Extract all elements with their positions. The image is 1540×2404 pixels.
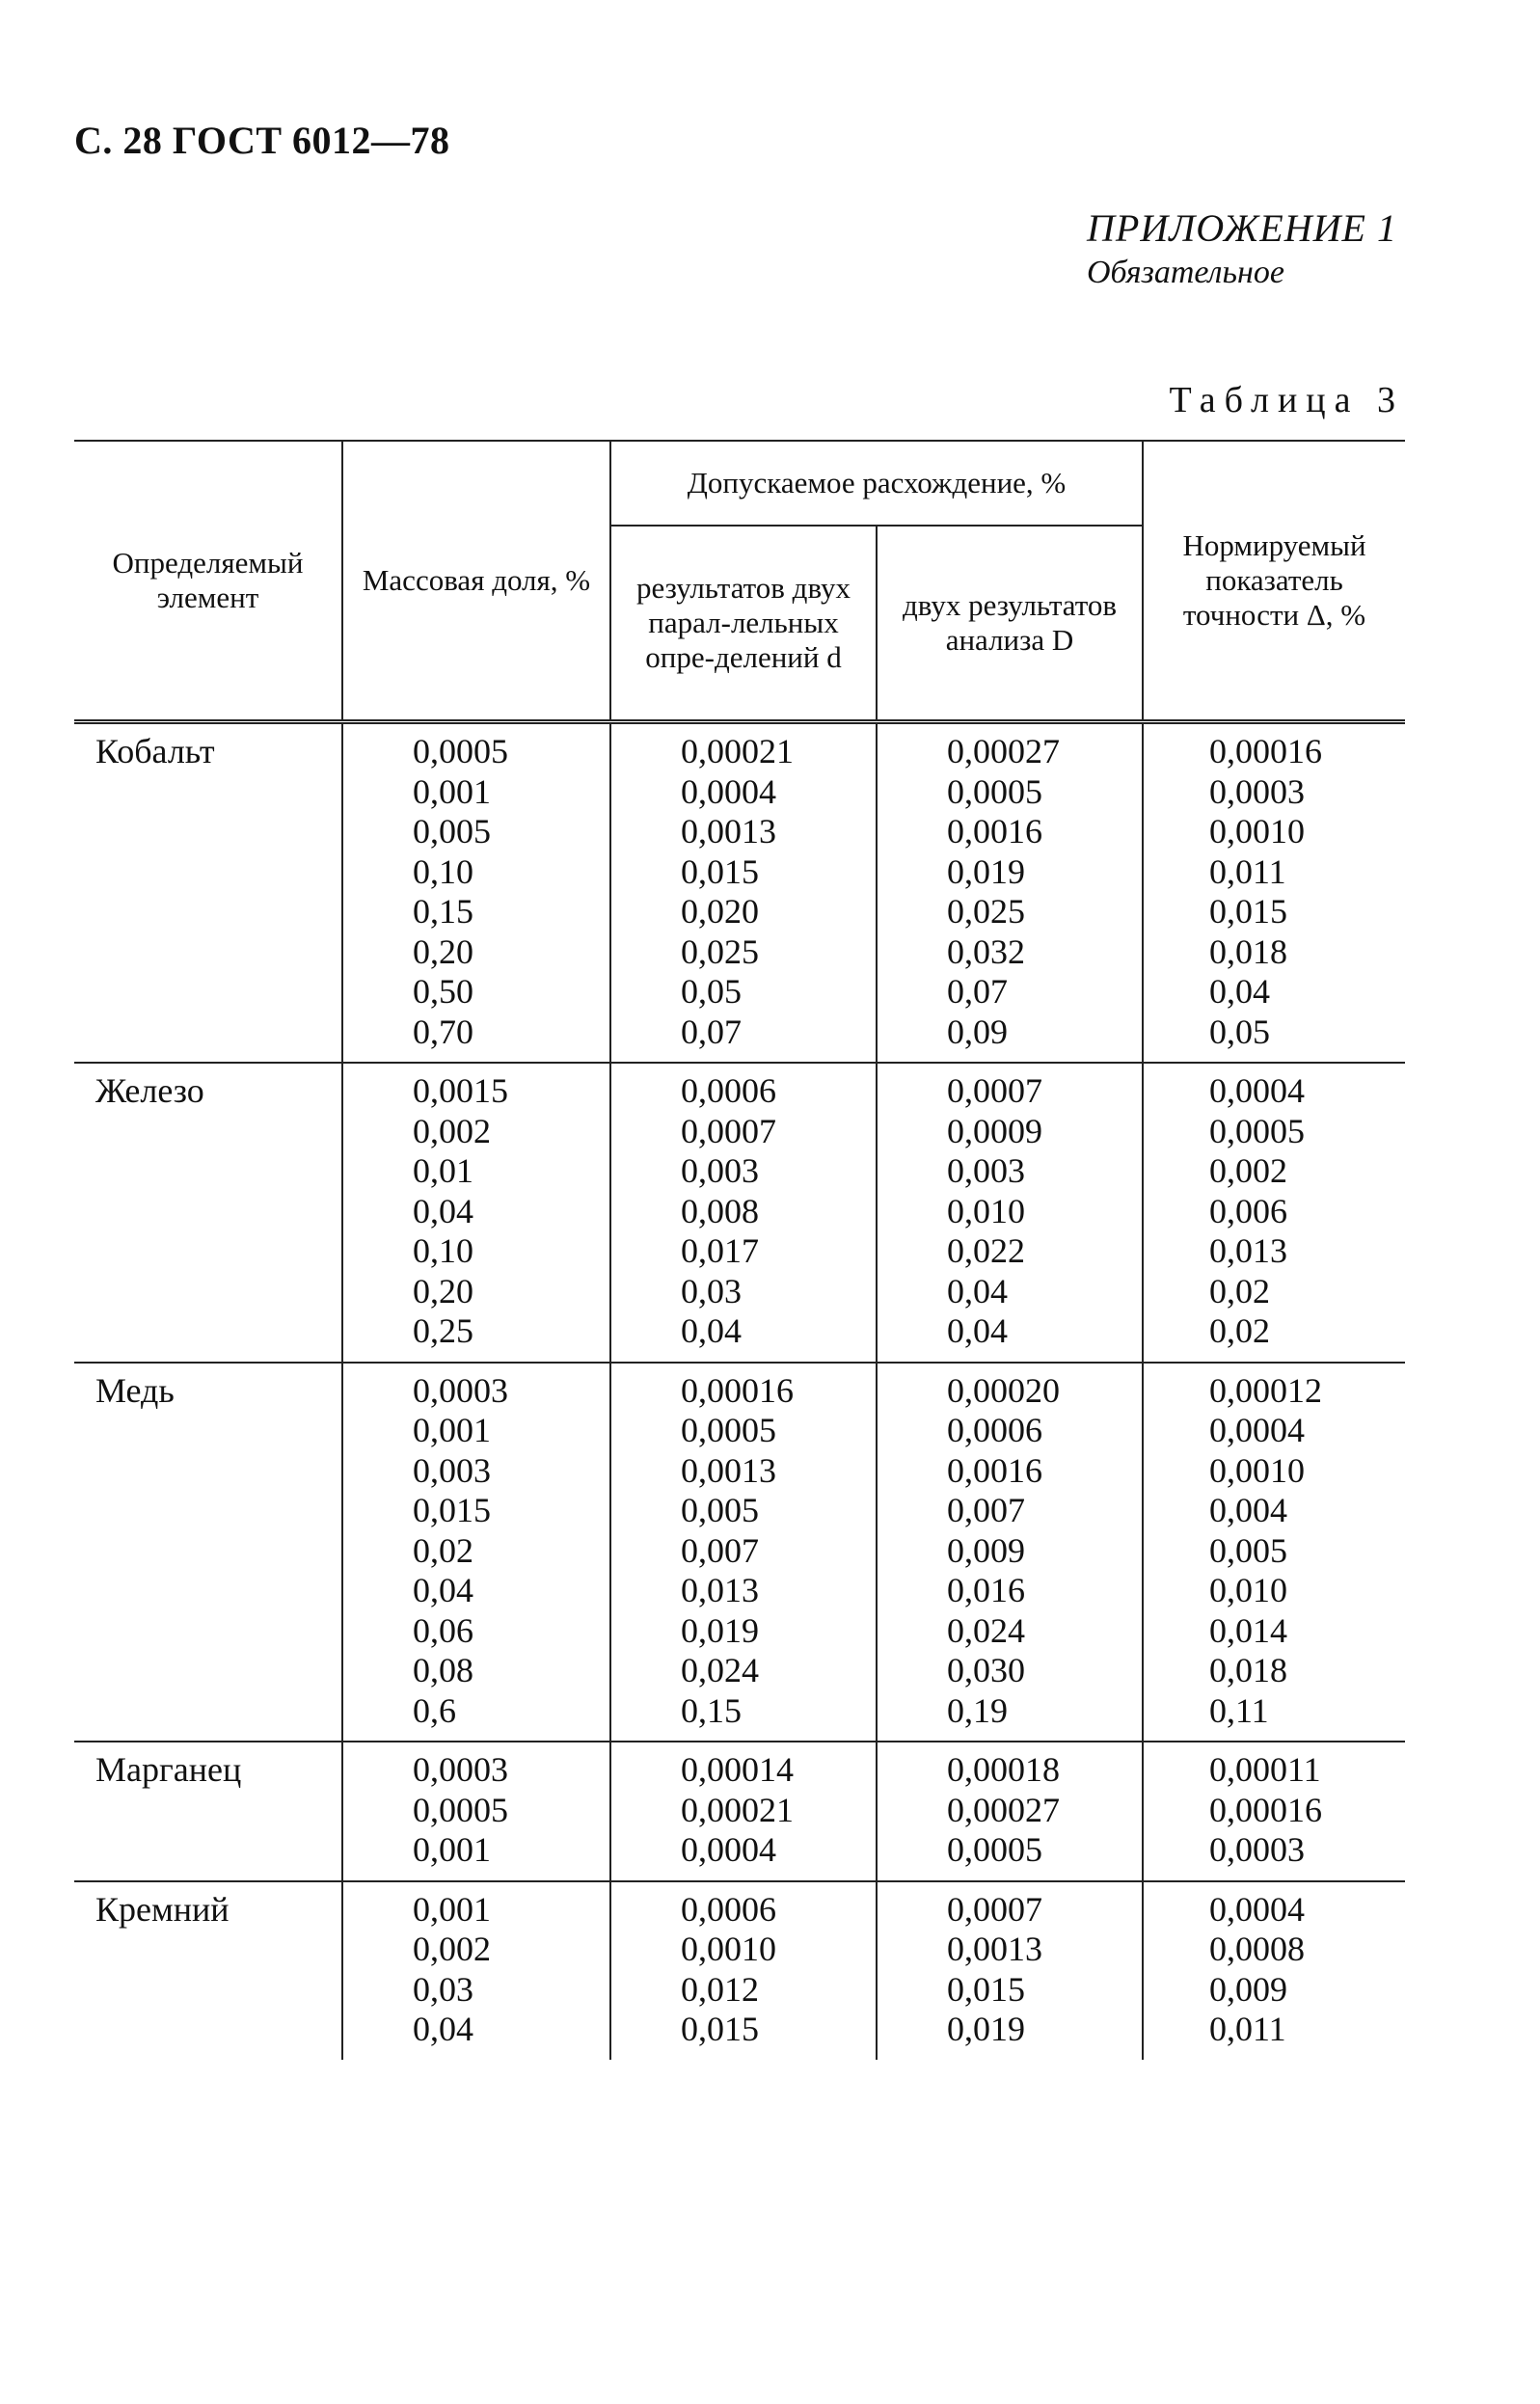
value: 0,025 (947, 892, 1025, 931)
value: 0,005 (681, 1491, 759, 1529)
value: 0,02 (1209, 1271, 1271, 1310)
value: 0,001 (413, 1411, 491, 1449)
value: 0,003 (681, 1151, 759, 1190)
value: 0,010 (1209, 1571, 1288, 1609)
element-name: Марганец (95, 1750, 242, 1789)
value: 0,08 (413, 1651, 473, 1689)
value: 0,09 (947, 1012, 1008, 1051)
two-results-cell (877, 1742, 1143, 1881)
value: 0,15 (413, 892, 473, 931)
value: 0,04 (413, 2010, 473, 2048)
value: 0,0005 (681, 1411, 776, 1449)
value: 0,003 (413, 1450, 491, 1490)
element-name: Железо (95, 1071, 204, 1110)
value: 0,015 (1209, 892, 1288, 931)
value: 0,0003 (1209, 1830, 1306, 1869)
value: 0,04 (413, 1571, 473, 1609)
value: 0,015 (947, 1969, 1025, 2009)
value: 0,011 (1209, 2010, 1286, 2048)
value: 0,007 (947, 1491, 1025, 1529)
value: 0,0010 (681, 1930, 776, 1968)
value: 0,0004 (1209, 1411, 1306, 1449)
value: 0,0016 (947, 812, 1042, 851)
value: 0,024 (681, 1651, 759, 1689)
header-parallel-determinations: результатов двух парал-лельных опре-делений d (610, 526, 877, 722)
value: 0,025 (681, 932, 759, 971)
element-name: Кремний (95, 1889, 230, 1929)
value: 0,03 (413, 1969, 473, 2009)
value: 0,002 (1209, 1151, 1288, 1190)
value: 0,06 (413, 1610, 473, 1650)
value: 0,0008 (1209, 1930, 1306, 1968)
value: 0,00021 (681, 732, 794, 770)
value: 0,0016 (947, 1450, 1042, 1490)
two-results-cell (877, 1881, 1143, 2060)
value: 0,07 (681, 1012, 742, 1051)
value: 0,00011 (1209, 1750, 1321, 1789)
value: 0,0004 (1209, 1071, 1306, 1110)
value: 0,009 (947, 1530, 1025, 1570)
value: 0,009 (1209, 1969, 1288, 2009)
value: 0,019 (681, 1610, 759, 1650)
value: 0,005 (413, 812, 491, 851)
value: 0,001 (413, 771, 491, 811)
table-row-group (74, 1063, 1405, 1363)
parallel-cell (610, 1063, 877, 1363)
value: 0,0013 (681, 812, 776, 851)
value: 0,0005 (947, 1830, 1042, 1869)
value: 0,0009 (947, 1111, 1042, 1150)
table-caption: Таблица 3 (1169, 380, 1404, 420)
appendix-block (1087, 205, 1415, 291)
element-cell (74, 1742, 342, 1881)
value: 0,0015 (413, 1071, 508, 1110)
mass-fraction-cell (342, 1063, 610, 1363)
value: 0,10 (413, 1231, 473, 1270)
mass-fraction-cell (342, 1363, 610, 1742)
value: 0,6 (413, 1690, 456, 1730)
value: 0,016 (947, 1571, 1025, 1609)
value: 0,0003 (413, 1370, 508, 1410)
table-body (74, 722, 1405, 2060)
header-mass-fraction: Массовая доля, % (342, 441, 610, 722)
value: 0,15 (681, 1690, 742, 1730)
value: 0,0004 (681, 1830, 776, 1869)
value: 0,0006 (681, 1071, 776, 1110)
value: 0,030 (947, 1651, 1025, 1689)
two-results-cell (877, 1063, 1143, 1363)
value: 0,04 (947, 1271, 1008, 1310)
parallel-cell (610, 1363, 877, 1742)
value: 0,0007 (947, 1889, 1042, 1929)
mass-fraction-cell (342, 1742, 610, 1881)
value: 0,0010 (1209, 1450, 1306, 1490)
value: 0,04 (413, 1191, 473, 1230)
value: 0,022 (947, 1231, 1025, 1270)
value: 0,013 (681, 1571, 759, 1609)
value: 0,00021 (681, 1790, 794, 1829)
value: 0,02 (413, 1530, 473, 1570)
table-row-group (74, 1363, 1405, 1742)
appendix-subtitle: Обязательное (1087, 255, 1284, 290)
value: 0,0003 (1209, 771, 1306, 811)
table-row-group (74, 1742, 1405, 1881)
header-allowed-discrepancy: Допускаемое расхождение, % (610, 441, 1143, 526)
value: 0,012 (681, 1969, 759, 2009)
value: 0,20 (413, 1271, 473, 1310)
value: 0,0003 (413, 1750, 508, 1789)
accuracy-cell (1143, 1363, 1405, 1742)
value: 0,00018 (947, 1750, 1060, 1789)
value: 0,017 (681, 1231, 759, 1270)
value: 0,020 (681, 892, 759, 931)
value: 0,010 (947, 1191, 1025, 1230)
value: 0,002 (413, 1930, 491, 1968)
value: 0,014 (1209, 1610, 1288, 1650)
value: 0,003 (947, 1151, 1025, 1190)
accuracy-cell (1143, 1742, 1405, 1881)
parallel-cell (610, 1881, 877, 2060)
value: 0,00027 (947, 1790, 1060, 1829)
value: 0,70 (413, 1012, 473, 1051)
value: 0,011 (1209, 851, 1286, 891)
mass-fraction-cell (342, 1881, 610, 2060)
value: 0,0007 (947, 1071, 1042, 1110)
value: 0,001 (413, 1830, 491, 1869)
value: 0,008 (681, 1191, 759, 1230)
parallel-cell (610, 1742, 877, 1881)
appendix-title: ПРИЛОЖЕНИЕ 1 (1087, 206, 1397, 250)
value: 0,10 (413, 851, 473, 891)
value: 0,00016 (681, 1370, 794, 1410)
value: 0,00020 (947, 1370, 1060, 1410)
value: 0,50 (413, 972, 473, 1011)
table-row-group (74, 722, 1405, 1064)
value: 0,032 (947, 932, 1025, 971)
element-cell (74, 1881, 342, 2060)
element-cell (74, 1063, 342, 1363)
value: 0,0005 (947, 771, 1042, 811)
value: 0,00014 (681, 1750, 794, 1789)
value: 0,018 (1209, 932, 1288, 971)
value: 0,04 (1209, 972, 1271, 1011)
value: 0,01 (413, 1151, 473, 1190)
value: 0,0006 (947, 1411, 1042, 1449)
value: 0,0013 (681, 1450, 776, 1490)
value: 0,007 (681, 1530, 759, 1570)
accuracy-cell (1143, 1063, 1405, 1363)
page-header: С. 28 ГОСТ 6012—78 (74, 119, 450, 162)
value: 0,015 (413, 1491, 491, 1529)
element-name: Медь (95, 1370, 175, 1410)
value: 0,0005 (413, 1790, 508, 1829)
value: 0,0013 (947, 1930, 1042, 1968)
value: 0,002 (413, 1111, 491, 1150)
value: 0,0005 (1209, 1111, 1306, 1150)
two-results-cell (877, 1363, 1143, 1742)
value: 0,0004 (1209, 1889, 1306, 1929)
value: 0,00016 (1209, 732, 1323, 770)
value: 0,001 (413, 1889, 491, 1929)
value: 0,0007 (681, 1111, 776, 1150)
value: 0,05 (1209, 1012, 1271, 1051)
mass-fraction-cell (342, 722, 610, 1064)
value: 0,018 (1209, 1651, 1288, 1689)
value: 0,0010 (1209, 812, 1306, 851)
value: 0,05 (681, 972, 742, 1011)
tolerance-table (74, 440, 1405, 2060)
accuracy-cell (1143, 722, 1405, 1064)
value: 0,019 (947, 2010, 1025, 2048)
value: 0,19 (947, 1690, 1008, 1730)
header-accuracy: Нормируемый показатель точности Δ, % (1143, 441, 1405, 722)
parallel-cell (610, 722, 877, 1064)
value: 0,00027 (947, 732, 1060, 770)
value: 0,004 (1209, 1491, 1288, 1529)
value: 0,00012 (1209, 1370, 1323, 1410)
element-cell (74, 1363, 342, 1742)
element-cell (74, 722, 342, 1064)
value: 0,0006 (681, 1889, 776, 1929)
two-results-cell (877, 722, 1143, 1064)
value: 0,20 (413, 932, 473, 971)
value: 0,11 (1209, 1690, 1269, 1730)
value: 0,024 (947, 1610, 1025, 1650)
table-row-group (74, 1881, 1405, 2060)
value: 0,25 (413, 1311, 473, 1350)
accuracy-cell (1143, 1881, 1405, 2060)
value: 0,015 (681, 851, 759, 891)
value: 0,00016 (1209, 1790, 1323, 1829)
value: 0,07 (947, 972, 1008, 1011)
value: 0,0005 (413, 732, 508, 770)
value: 0,0004 (681, 771, 776, 811)
value: 0,04 (681, 1311, 742, 1350)
value: 0,03 (681, 1271, 742, 1310)
value: 0,019 (947, 851, 1025, 891)
value: 0,006 (1209, 1191, 1288, 1230)
value: 0,015 (681, 2010, 759, 2048)
element-name: Кобальт (95, 732, 215, 770)
table-header (74, 441, 1405, 722)
value: 0,013 (1209, 1231, 1288, 1270)
value: 0,04 (947, 1311, 1008, 1350)
header-element: Определяемый элемент (112, 546, 304, 614)
header-two-results: двух результатов анализа D (877, 526, 1143, 722)
value: 0,02 (1209, 1311, 1271, 1350)
value: 0,005 (1209, 1530, 1288, 1570)
